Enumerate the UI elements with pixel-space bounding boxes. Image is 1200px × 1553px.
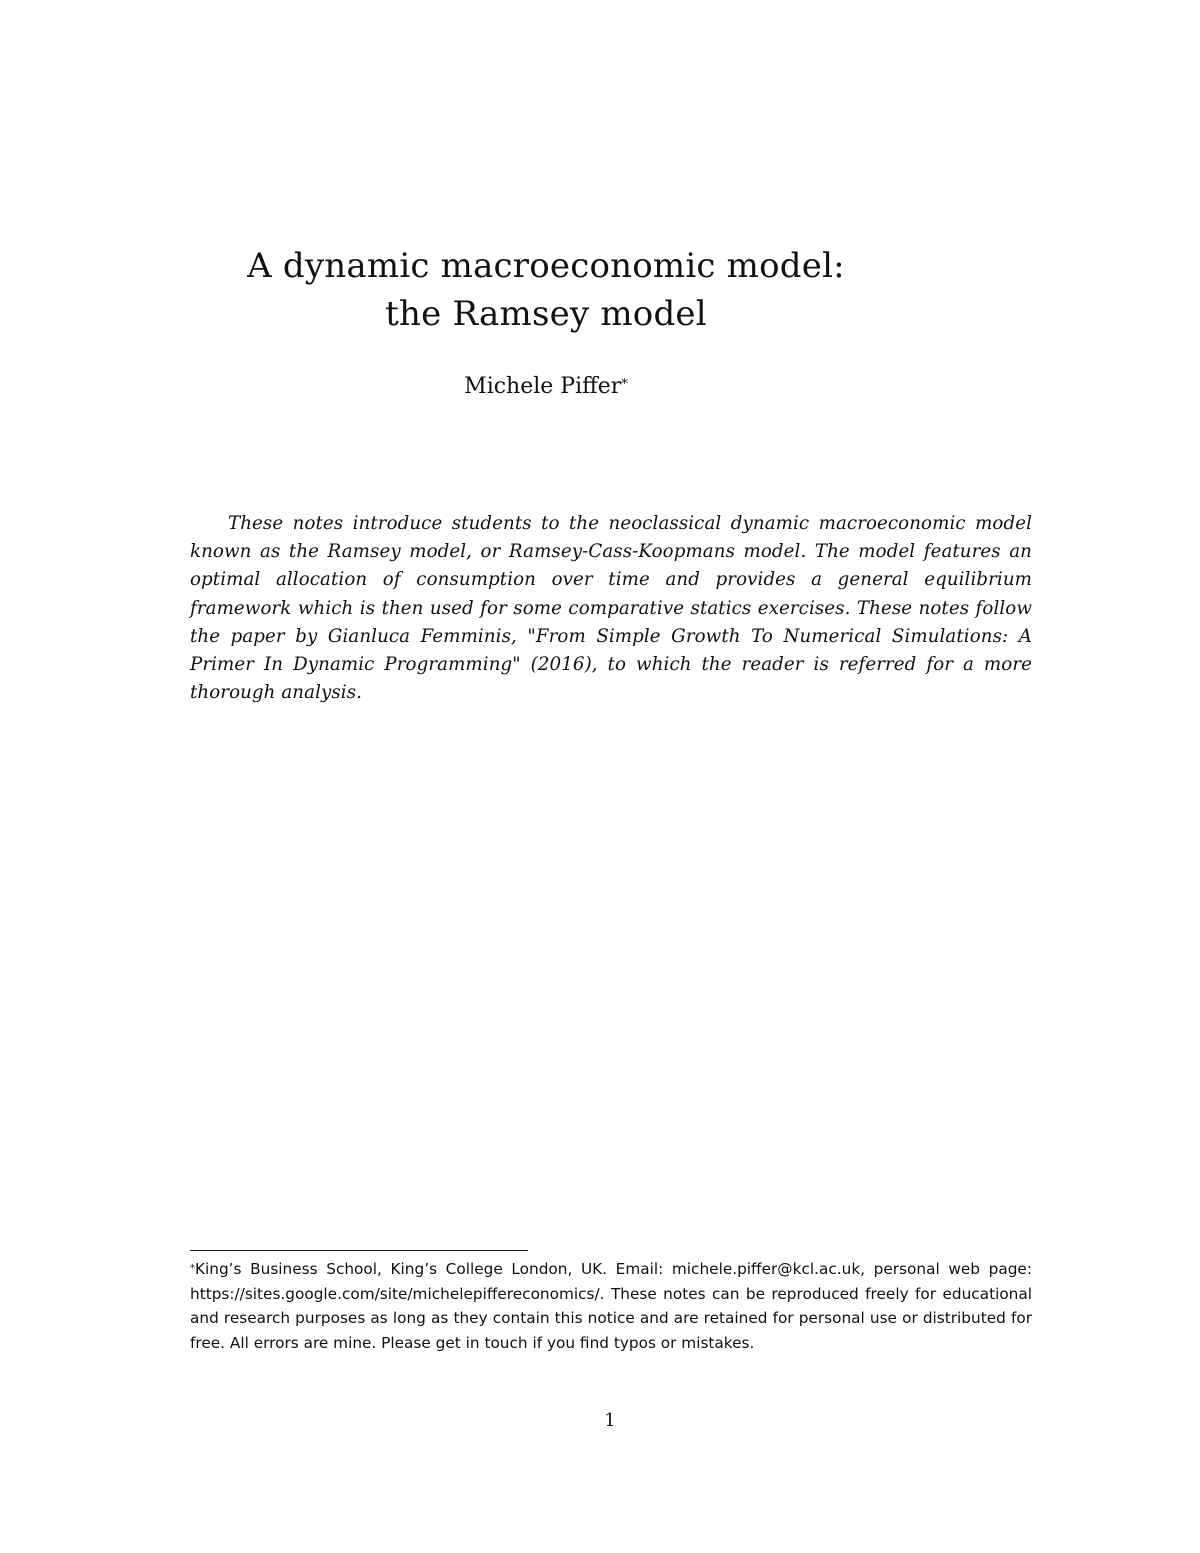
footnote-mark: * <box>190 1263 195 1274</box>
footnote <box>190 1257 1032 1355</box>
page-number: 1 <box>604 1410 616 1431</box>
title-line-1: A dynamic macroeconomic model: <box>247 246 845 286</box>
footnote-rule <box>190 1250 528 1251</box>
author-footnote-mark: * <box>621 377 628 392</box>
title-line-2: the Ramsey model <box>385 294 707 334</box>
author-name: Michele Piffer <box>464 374 622 399</box>
footnote-text: King’s Business School, King’s College London, UK. Email: michele.piffer@kcl.ac.uk, personal web page: https://sites.google.com/site/michelepiffereconomics/. These notes can be reproduced freely for educational and research purposes as long as they contain this notice and are retained for personal use or distributed for free. All errors are mine. Please get in touch if you find typos or mistakes. <box>190 1260 1032 1352</box>
paper-title <box>0 242 1092 338</box>
author-line <box>0 372 1092 402</box>
abstract: These notes introduce students to the neoclassical dynamic macroeconomic model known as the Ramsey model, or Ramsey-Cass-Koopmans model. The model features an optimal allocation of consumption over time and provides a general equilibrium framework which is then used for some comparative statics exercises. These notes follow the paper by Gianluca Femminis, "From Simple Growth To Numerical Simulations: A Primer In Dynamic Programming" (2016), to which the reader is referred for a more thorough analysis. <box>190 513 1032 704</box>
